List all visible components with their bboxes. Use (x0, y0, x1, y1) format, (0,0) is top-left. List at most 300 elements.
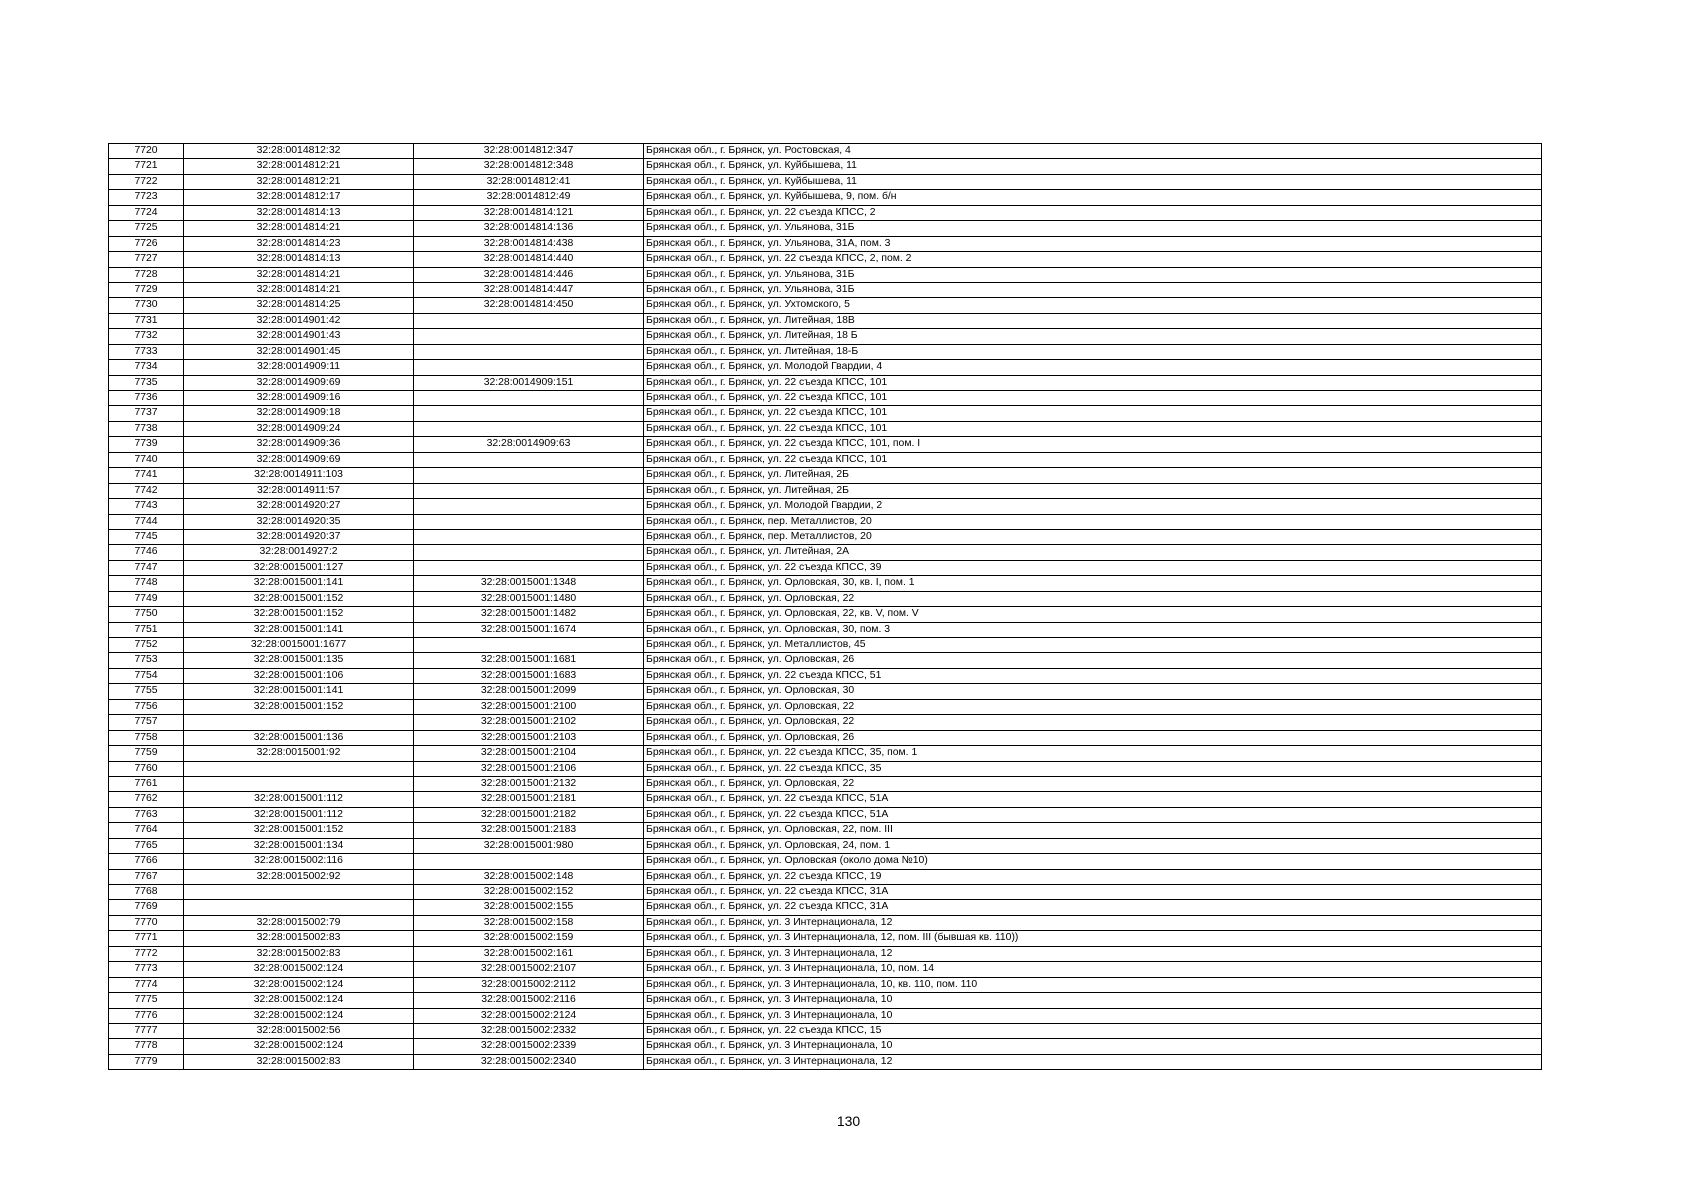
object-cadastral-number-cell: 32:28:0015001:1482 (414, 607, 644, 622)
table-row (109, 931, 1542, 946)
table-row (109, 483, 1542, 498)
table-row (109, 730, 1542, 745)
row-number-cell: 7733 (109, 344, 184, 359)
object-cadastral-number-cell (414, 638, 644, 653)
row-number-cell: 7773 (109, 962, 184, 977)
object-cadastral-number-cell: 32:28:0014812:348 (414, 159, 644, 174)
address-cell: Брянская обл., г. Брянск, ул. 22 съезда КПСС, 19 (644, 869, 1542, 884)
address-cell: Брянская обл., г. Брянск, ул. 22 съезда КПСС, 101 (644, 391, 1542, 406)
object-cadastral-number-cell (414, 483, 644, 498)
land-cadastral-number-cell: 32:28:0015001:141 (184, 684, 414, 699)
table-row (109, 313, 1542, 328)
table-row (109, 452, 1542, 467)
row-number-cell: 7776 (109, 1008, 184, 1023)
address-cell: Брянская обл., г. Брянск, ул. 22 съезда КПСС, 101 (644, 452, 1542, 467)
row-number-cell: 7742 (109, 483, 184, 498)
row-number-cell: 7743 (109, 499, 184, 514)
row-number-cell: 7720 (109, 144, 184, 159)
object-cadastral-number-cell: 32:28:0015002:152 (414, 885, 644, 900)
address-cell: Брянская обл., г. Брянск, ул. 3 Интернационала, 12 (644, 915, 1542, 930)
registry-table-body (109, 144, 1542, 1070)
table-row (109, 468, 1542, 483)
address-cell: Брянская обл., г. Брянск, ул. Орловская, 22, пом. III (644, 823, 1542, 838)
row-number-cell: 7727 (109, 252, 184, 267)
table-row (109, 159, 1542, 174)
object-cadastral-number-cell (414, 344, 644, 359)
row-number-cell: 7750 (109, 607, 184, 622)
object-cadastral-number-cell: 32:28:0015001:2099 (414, 684, 644, 699)
land-cadastral-number-cell: 32:28:0014901:45 (184, 344, 414, 359)
object-cadastral-number-cell (414, 854, 644, 869)
object-cadastral-number-cell: 32:28:0015001:2102 (414, 715, 644, 730)
land-cadastral-number-cell: 32:28:0014812:17 (184, 190, 414, 205)
address-cell: Брянская обл., г. Брянск, ул. Литейная, 18-Б (644, 344, 1542, 359)
table-row (109, 144, 1542, 159)
object-cadastral-number-cell: 32:28:0014812:347 (414, 144, 644, 159)
land-cadastral-number-cell: 32:28:0014812:21 (184, 174, 414, 189)
object-cadastral-number-cell: 32:28:0015001:1681 (414, 653, 644, 668)
table-row (109, 807, 1542, 822)
table-row (109, 529, 1542, 544)
land-cadastral-number-cell: 32:28:0015002:124 (184, 977, 414, 992)
object-cadastral-number-cell: 32:28:0015001:1348 (414, 576, 644, 591)
row-number-cell: 7723 (109, 190, 184, 205)
address-cell: Брянская обл., г. Брянск, ул. Литейная, 2Б (644, 468, 1542, 483)
table-row (109, 545, 1542, 560)
table-row (109, 391, 1542, 406)
land-cadastral-number-cell: 32:28:0015002:83 (184, 931, 414, 946)
land-cadastral-number-cell: 32:28:0014920:37 (184, 529, 414, 544)
object-cadastral-number-cell: 32:28:0015001:1480 (414, 591, 644, 606)
table-row (109, 252, 1542, 267)
address-cell: Брянская обл., г. Брянск, ул. Ульянова, 31А, пом. 3 (644, 236, 1542, 251)
land-cadastral-number-cell: 32:28:0014814:25 (184, 298, 414, 313)
land-cadastral-number-cell (184, 776, 414, 791)
address-cell: Брянская обл., г. Брянск, ул. Орловская, 22 (644, 591, 1542, 606)
address-cell: Брянская обл., г. Брянск, ул. Орловская, 30 (644, 684, 1542, 699)
table-row (109, 375, 1542, 390)
table-row (109, 684, 1542, 699)
object-cadastral-number-cell: 32:28:0015001:2100 (414, 699, 644, 714)
object-cadastral-number-cell: 32:28:0015002:148 (414, 869, 644, 884)
land-cadastral-number-cell: 32:28:0014814:13 (184, 252, 414, 267)
object-cadastral-number-cell: 32:28:0015002:159 (414, 931, 644, 946)
land-cadastral-number-cell: 32:28:0014909:18 (184, 406, 414, 421)
land-cadastral-number-cell: 32:28:0015001:152 (184, 591, 414, 606)
address-cell: Брянская обл., г. Брянск, ул. Орловская, 22 (644, 699, 1542, 714)
table-row (109, 607, 1542, 622)
address-cell: Брянская обл., г. Брянск, ул. 3 Интернационала, 12, пом. III (бывшая кв. 110)) (644, 931, 1542, 946)
table-row (109, 174, 1542, 189)
row-number-cell: 7722 (109, 174, 184, 189)
land-cadastral-number-cell: 32:28:0015001:152 (184, 699, 414, 714)
land-cadastral-number-cell: 32:28:0015001:135 (184, 653, 414, 668)
row-number-cell: 7749 (109, 591, 184, 606)
address-cell: Брянская обл., г. Брянск, ул. 22 съезда КПСС, 35, пом. 1 (644, 746, 1542, 761)
table-row (109, 915, 1542, 930)
land-cadastral-number-cell: 32:28:0015002:83 (184, 946, 414, 961)
land-cadastral-number-cell: 32:28:0014920:27 (184, 499, 414, 514)
table-row (109, 1039, 1542, 1054)
object-cadastral-number-cell (414, 360, 644, 375)
land-cadastral-number-cell: 32:28:0014812:32 (184, 144, 414, 159)
table-row (109, 329, 1542, 344)
object-cadastral-number-cell (414, 391, 644, 406)
address-cell: Брянская обл., г. Брянск, ул. 22 съезда КПСС, 39 (644, 560, 1542, 575)
address-cell: Брянская обл., г. Брянск, ул. 3 Интернационала, 10 (644, 1039, 1542, 1054)
address-cell: Брянская обл., г. Брянск, ул. Молодой Гвардии, 2 (644, 499, 1542, 514)
address-cell: Брянская обл., г. Брянск, пер. Металлистов, 20 (644, 514, 1542, 529)
row-number-cell: 7748 (109, 576, 184, 591)
land-cadastral-number-cell: 32:28:0014814:13 (184, 205, 414, 220)
address-cell: Брянская обл., г. Брянск, ул. 3 Интернационала, 12 (644, 1054, 1542, 1069)
row-number-cell: 7757 (109, 715, 184, 730)
object-cadastral-number-cell: 32:28:0015001:2181 (414, 792, 644, 807)
row-number-cell: 7738 (109, 421, 184, 436)
land-cadastral-number-cell: 32:28:0015002:92 (184, 869, 414, 884)
address-cell: Брянская обл., г. Брянск, ул. Орловская, 26 (644, 730, 1542, 745)
table-row (109, 869, 1542, 884)
table-row (109, 792, 1542, 807)
table-row (109, 344, 1542, 359)
address-cell: Брянская обл., г. Брянск, ул. Орловская, 30, пом. 3 (644, 622, 1542, 637)
row-number-cell: 7746 (109, 545, 184, 560)
address-cell: Брянская обл., г. Брянск, ул. 22 съезда КПСС, 51А (644, 807, 1542, 822)
object-cadastral-number-cell (414, 329, 644, 344)
table-row (109, 668, 1542, 683)
address-cell: Брянская обл., г. Брянск, ул. 22 съезда КПСС, 31А (644, 900, 1542, 915)
object-cadastral-number-cell: 32:28:0014814:446 (414, 267, 644, 282)
object-cadastral-number-cell (414, 421, 644, 436)
object-cadastral-number-cell: 32:28:0015002:2339 (414, 1039, 644, 1054)
address-cell: Брянская обл., г. Брянск, ул. Ульянова, 31Б (644, 267, 1542, 282)
address-cell: Брянская обл., г. Брянск, ул. Ростовская, 4 (644, 144, 1542, 159)
address-cell: Брянская обл., г. Брянск, ул. 22 съезда КПСС, 2, пом. 2 (644, 252, 1542, 267)
land-cadastral-number-cell: 32:28:0015001:127 (184, 560, 414, 575)
object-cadastral-number-cell: 32:28:0015002:2107 (414, 962, 644, 977)
row-number-cell: 7772 (109, 946, 184, 961)
address-cell: Брянская обл., г. Брянск, ул. Ульянова, 31Б (644, 282, 1542, 297)
object-cadastral-number-cell: 32:28:0015001:2103 (414, 730, 644, 745)
land-cadastral-number-cell: 32:28:0015001:152 (184, 823, 414, 838)
land-cadastral-number-cell: 32:28:0015001:136 (184, 730, 414, 745)
address-cell: Брянская обл., г. Брянск, ул. 3 Интернационала, 10 (644, 993, 1542, 1008)
table-row (109, 962, 1542, 977)
land-cadastral-number-cell: 32:28:0015001:92 (184, 746, 414, 761)
row-number-cell: 7765 (109, 838, 184, 853)
table-row (109, 761, 1542, 776)
row-number-cell: 7739 (109, 437, 184, 452)
address-cell: Брянская обл., г. Брянск, ул. Литейная, 18 Б (644, 329, 1542, 344)
row-number-cell: 7774 (109, 977, 184, 992)
land-cadastral-number-cell: 32:28:0014909:24 (184, 421, 414, 436)
object-cadastral-number-cell: 32:28:0014812:41 (414, 174, 644, 189)
address-cell: Брянская обл., г. Брянск, ул. Ухтомского, 5 (644, 298, 1542, 313)
address-cell: Брянская обл., г. Брянск, ул. Орловская, 26 (644, 653, 1542, 668)
row-number-cell: 7740 (109, 452, 184, 467)
land-cadastral-number-cell: 32:28:0015001:112 (184, 807, 414, 822)
row-number-cell: 7779 (109, 1054, 184, 1069)
land-cadastral-number-cell: 32:28:0014927:2 (184, 545, 414, 560)
land-cadastral-number-cell: 32:28:0015001:112 (184, 792, 414, 807)
address-cell: Брянская обл., г. Брянск, ул. Орловская, 22 (644, 776, 1542, 791)
row-number-cell: 7755 (109, 684, 184, 699)
address-cell: Брянская обл., г. Брянск, ул. Ульянова, 31Б (644, 221, 1542, 236)
land-cadastral-number-cell (184, 900, 414, 915)
address-cell: Брянская обл., г. Брянск, ул. 22 съезда КПСС, 15 (644, 1023, 1542, 1038)
row-number-cell: 7741 (109, 468, 184, 483)
address-cell: Брянская обл., г. Брянск, ул. 22 съезда КПСС, 2 (644, 205, 1542, 220)
table-row (109, 360, 1542, 375)
row-number-cell: 7729 (109, 282, 184, 297)
address-cell: Брянская обл., г. Брянск, ул. 22 съезда КПСС, 35 (644, 761, 1542, 776)
row-number-cell: 7751 (109, 622, 184, 637)
land-cadastral-number-cell (184, 761, 414, 776)
table-row (109, 854, 1542, 869)
land-cadastral-number-cell: 32:28:0015001:134 (184, 838, 414, 853)
object-cadastral-number-cell (414, 545, 644, 560)
object-cadastral-number-cell (414, 529, 644, 544)
row-number-cell: 7771 (109, 931, 184, 946)
row-number-cell: 7735 (109, 375, 184, 390)
row-number-cell: 7769 (109, 900, 184, 915)
land-cadastral-number-cell: 32:28:0014901:43 (184, 329, 414, 344)
table-row (109, 437, 1542, 452)
land-cadastral-number-cell: 32:28:0015002:124 (184, 1008, 414, 1023)
row-number-cell: 7762 (109, 792, 184, 807)
land-cadastral-number-cell: 32:28:0014814:21 (184, 267, 414, 282)
address-cell: Брянская обл., г. Брянск, ул. 22 съезда КПСС, 101 (644, 406, 1542, 421)
address-cell: Брянская обл., г. Брянск, ул. Орловская, 24, пом. 1 (644, 838, 1542, 853)
object-cadastral-number-cell: 32:28:0015002:2332 (414, 1023, 644, 1038)
address-cell: Брянская обл., г. Брянск, ул. Молодой Гвардии, 4 (644, 360, 1542, 375)
row-number-cell: 7775 (109, 993, 184, 1008)
object-cadastral-number-cell (414, 406, 644, 421)
land-cadastral-number-cell: 32:28:0015002:124 (184, 1039, 414, 1054)
object-cadastral-number-cell: 32:28:0014812:49 (414, 190, 644, 205)
land-cadastral-number-cell: 32:28:0014814:21 (184, 282, 414, 297)
object-cadastral-number-cell: 32:28:0015001:2182 (414, 807, 644, 822)
address-cell: Брянская обл., г. Брянск, ул. Литейная, 2А (644, 545, 1542, 560)
address-cell: Брянская обл., г. Брянск, ул. Литейная, 2Б (644, 483, 1542, 498)
land-cadastral-number-cell: 32:28:0014920:35 (184, 514, 414, 529)
table-row (109, 776, 1542, 791)
address-cell: Брянская обл., г. Брянск, ул. Куйбышева, 9, пом. б/н (644, 190, 1542, 205)
table-row (109, 715, 1542, 730)
object-cadastral-number-cell (414, 468, 644, 483)
table-row (109, 282, 1542, 297)
row-number-cell: 7734 (109, 360, 184, 375)
object-cadastral-number-cell: 32:28:0014814:438 (414, 236, 644, 251)
table-row (109, 1008, 1542, 1023)
row-number-cell: 7777 (109, 1023, 184, 1038)
land-cadastral-number-cell: 32:28:0014814:23 (184, 236, 414, 251)
object-cadastral-number-cell: 32:28:0015001:2106 (414, 761, 644, 776)
row-number-cell: 7756 (109, 699, 184, 714)
table-row (109, 638, 1542, 653)
land-cadastral-number-cell: 32:28:0014814:21 (184, 221, 414, 236)
row-number-cell: 7767 (109, 869, 184, 884)
object-cadastral-number-cell (414, 452, 644, 467)
row-number-cell: 7763 (109, 807, 184, 822)
table-row (109, 653, 1542, 668)
address-cell: Брянская обл., г. Брянск, ул. 3 Интернационала, 10 (644, 1008, 1542, 1023)
row-number-cell: 7766 (109, 854, 184, 869)
table-row (109, 746, 1542, 761)
object-cadastral-number-cell: 32:28:0014814:121 (414, 205, 644, 220)
table-row (109, 421, 1542, 436)
object-cadastral-number-cell: 32:28:0014814:450 (414, 298, 644, 313)
table-row (109, 946, 1542, 961)
land-cadastral-number-cell: 32:28:0015001:141 (184, 622, 414, 637)
row-number-cell: 7728 (109, 267, 184, 282)
table-row (109, 823, 1542, 838)
table-row (109, 838, 1542, 853)
address-cell: Брянская обл., г. Брянск, ул. Металлистов, 45 (644, 638, 1542, 653)
row-number-cell: 7761 (109, 776, 184, 791)
object-cadastral-number-cell (414, 560, 644, 575)
row-number-cell: 7778 (109, 1039, 184, 1054)
object-cadastral-number-cell (414, 313, 644, 328)
row-number-cell: 7721 (109, 159, 184, 174)
land-cadastral-number-cell: 32:28:0015002:124 (184, 962, 414, 977)
land-cadastral-number-cell: 32:28:0014909:11 (184, 360, 414, 375)
address-cell: Брянская обл., г. Брянск, ул. Литейная, 18В (644, 313, 1542, 328)
row-number-cell: 7752 (109, 638, 184, 653)
land-cadastral-number-cell: 32:28:0014911:103 (184, 468, 414, 483)
object-cadastral-number-cell: 32:28:0015002:2340 (414, 1054, 644, 1069)
land-cadastral-number-cell: 32:28:0014909:69 (184, 375, 414, 390)
address-cell: Брянская обл., г. Брянск, ул. 22 съезда КПСС, 101 (644, 375, 1542, 390)
object-cadastral-number-cell: 32:28:0015001:980 (414, 838, 644, 853)
table-row (109, 236, 1542, 251)
object-cadastral-number-cell: 32:28:0015002:2124 (414, 1008, 644, 1023)
object-cadastral-number-cell: 32:28:0015001:2104 (414, 746, 644, 761)
address-cell: Брянская обл., г. Брянск, ул. 22 съезда КПСС, 101, пом. I (644, 437, 1542, 452)
object-cadastral-number-cell: 32:28:0014909:63 (414, 437, 644, 452)
row-number-cell: 7760 (109, 761, 184, 776)
object-cadastral-number-cell (414, 499, 644, 514)
land-cadastral-number-cell: 32:28:0014901:42 (184, 313, 414, 328)
row-number-cell: 7724 (109, 205, 184, 220)
row-number-cell: 7725 (109, 221, 184, 236)
row-number-cell: 7754 (109, 668, 184, 683)
row-number-cell: 7731 (109, 313, 184, 328)
land-cadastral-number-cell: 32:28:0015001:152 (184, 607, 414, 622)
land-cadastral-number-cell (184, 885, 414, 900)
row-number-cell: 7753 (109, 653, 184, 668)
row-number-cell: 7768 (109, 885, 184, 900)
address-cell: Брянская обл., г. Брянск, ул. 22 съезда КПСС, 31А (644, 885, 1542, 900)
table-row (109, 221, 1542, 236)
row-number-cell: 7764 (109, 823, 184, 838)
land-cadastral-number-cell (184, 715, 414, 730)
address-cell: Брянская обл., г. Брянск, ул. 22 съезда КПСС, 51 (644, 668, 1542, 683)
object-cadastral-number-cell: 32:28:0015002:158 (414, 915, 644, 930)
row-number-cell: 7747 (109, 560, 184, 575)
object-cadastral-number-cell: 32:28:0015002:2112 (414, 977, 644, 992)
land-cadastral-number-cell: 32:28:0014812:21 (184, 159, 414, 174)
row-number-cell: 7726 (109, 236, 184, 251)
object-cadastral-number-cell: 32:28:0015002:155 (414, 900, 644, 915)
land-cadastral-number-cell: 32:28:0014909:69 (184, 452, 414, 467)
object-cadastral-number-cell (414, 514, 644, 529)
row-number-cell: 7744 (109, 514, 184, 529)
table-row (109, 576, 1542, 591)
address-cell: Брянская обл., г. Брянск, ул. Куйбышева, 11 (644, 159, 1542, 174)
address-cell: Брянская обл., г. Брянск, ул. Куйбышева, 11 (644, 174, 1542, 189)
address-cell: Брянская обл., г. Брянск, пер. Металлистов, 20 (644, 529, 1542, 544)
land-cadastral-number-cell: 32:28:0015002:124 (184, 993, 414, 1008)
table-row (109, 1023, 1542, 1038)
address-cell: Брянская обл., г. Брянск, ул. 22 съезда КПСС, 51А (644, 792, 1542, 807)
table-row (109, 900, 1542, 915)
object-cadastral-number-cell: 32:28:0015001:2183 (414, 823, 644, 838)
address-cell: Брянская обл., г. Брянск, ул. 3 Интернационала, 10, пом. 14 (644, 962, 1542, 977)
row-number-cell: 7770 (109, 915, 184, 930)
land-cadastral-number-cell: 32:28:0014911:57 (184, 483, 414, 498)
table-row (109, 267, 1542, 282)
row-number-cell: 7758 (109, 730, 184, 745)
row-number-cell: 7732 (109, 329, 184, 344)
land-cadastral-number-cell: 32:28:0015001:106 (184, 668, 414, 683)
table-row (109, 1054, 1542, 1069)
row-number-cell: 7745 (109, 529, 184, 544)
land-cadastral-number-cell: 32:28:0015001:141 (184, 576, 414, 591)
land-cadastral-number-cell: 32:28:0015002:79 (184, 915, 414, 930)
row-number-cell: 7736 (109, 391, 184, 406)
table-row (109, 993, 1542, 1008)
object-cadastral-number-cell: 32:28:0015001:1674 (414, 622, 644, 637)
land-cadastral-number-cell: 32:28:0015001:1677 (184, 638, 414, 653)
table-row (109, 298, 1542, 313)
object-cadastral-number-cell: 32:28:0015002:2116 (414, 993, 644, 1008)
table-row (109, 699, 1542, 714)
address-cell: Брянская обл., г. Брянск, ул. 22 съезда КПСС, 101 (644, 421, 1542, 436)
object-cadastral-number-cell: 32:28:0015001:1683 (414, 668, 644, 683)
address-cell: Брянская обл., г. Брянск, ул. Орловская, 30, кв. I, пом. 1 (644, 576, 1542, 591)
object-cadastral-number-cell: 32:28:0015002:161 (414, 946, 644, 961)
page-number: 130 (836, 1113, 861, 1129)
object-cadastral-number-cell: 32:28:0014814:447 (414, 282, 644, 297)
table-row (109, 499, 1542, 514)
address-cell: Брянская обл., г. Брянск, ул. Орловская (около дома №10) (644, 854, 1542, 869)
object-cadastral-number-cell: 32:28:0014814:440 (414, 252, 644, 267)
table-row (109, 560, 1542, 575)
row-number-cell: 7759 (109, 746, 184, 761)
table-row (109, 190, 1542, 205)
table-row (109, 591, 1542, 606)
registry-table (108, 143, 1542, 1070)
land-cadastral-number-cell: 32:28:0015002:116 (184, 854, 414, 869)
land-cadastral-number-cell: 32:28:0015002:56 (184, 1023, 414, 1038)
land-cadastral-number-cell: 32:28:0014909:16 (184, 391, 414, 406)
table-row (109, 977, 1542, 992)
address-cell: Брянская обл., г. Брянск, ул. Орловская, 22 (644, 715, 1542, 730)
table-row (109, 406, 1542, 421)
table-row (109, 514, 1542, 529)
land-cadastral-number-cell: 32:28:0014909:36 (184, 437, 414, 452)
table-row (109, 885, 1542, 900)
object-cadastral-number-cell: 32:28:0015001:2132 (414, 776, 644, 791)
table-row (109, 622, 1542, 637)
row-number-cell: 7730 (109, 298, 184, 313)
table-row (109, 205, 1542, 220)
object-cadastral-number-cell: 32:28:0014814:136 (414, 221, 644, 236)
address-cell: Брянская обл., г. Брянск, ул. 3 Интернационала, 10, кв. 110, пом. 110 (644, 977, 1542, 992)
address-cell: Брянская обл., г. Брянск, ул. 3 Интернационала, 12 (644, 946, 1542, 961)
land-cadastral-number-cell: 32:28:0015002:83 (184, 1054, 414, 1069)
